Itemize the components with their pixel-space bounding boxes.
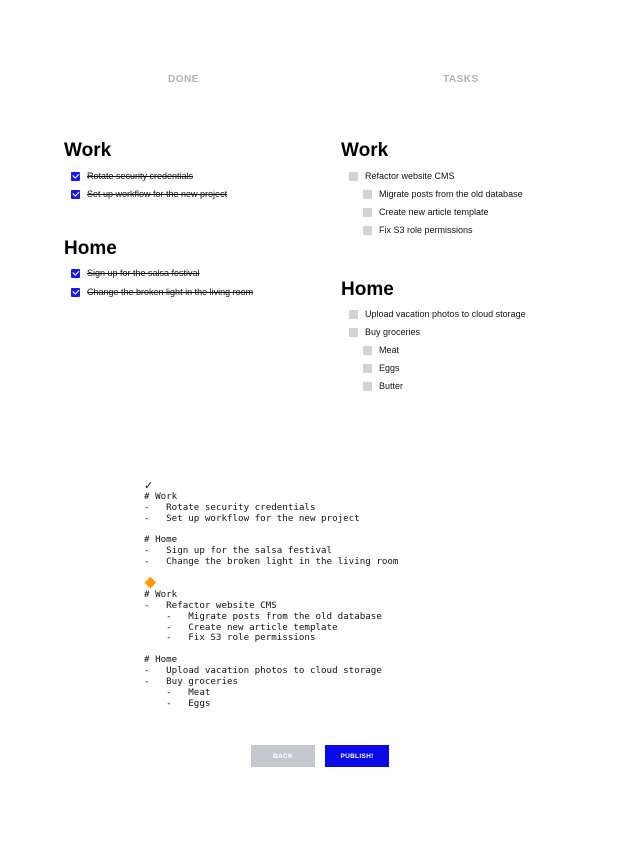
markdown-line: - Sign up for the salsa festival xyxy=(144,545,333,557)
task-item-label: Eggs xyxy=(379,363,400,373)
markdown-line: - Meat xyxy=(144,686,211,698)
markdown-line: - Eggs xyxy=(144,697,211,709)
task-item-label: Create new article template xyxy=(379,207,489,217)
tasks-column-header: TASKS xyxy=(443,74,479,85)
task-item-label: Migrate posts from the old database xyxy=(379,189,523,199)
markdown-line: - Buy groceries xyxy=(144,676,239,688)
done-item-label: Sign up for the salsa festival xyxy=(87,268,200,278)
markdown-preview xyxy=(144,481,398,710)
markdown-line: - Rotate security credentials xyxy=(144,501,316,513)
task-subitem[interactable] xyxy=(363,381,403,391)
markdown-line xyxy=(144,568,398,579)
markdown-line: # Work xyxy=(144,588,178,600)
unchecked-checkbox-icon[interactable] xyxy=(363,208,372,217)
done-item-label: Set up workflow for the new project xyxy=(87,189,228,199)
markdown-line: - Upload vacation photos to cloud storage xyxy=(144,665,382,677)
markdown-line: - Change the broken light in the living room xyxy=(144,556,399,568)
unchecked-checkbox-icon[interactable] xyxy=(363,226,372,235)
task-item-label: Buy groceries xyxy=(365,327,421,337)
task-item[interactable] xyxy=(349,309,526,319)
task-item-label: Refactor website CMS xyxy=(365,171,455,181)
markdown-line: # Work xyxy=(144,490,178,502)
unchecked-checkbox-icon[interactable] xyxy=(349,328,358,337)
task-subitem[interactable] xyxy=(363,207,489,217)
unchecked-checkbox-icon[interactable] xyxy=(363,190,372,199)
done-item-label: Rotate security credentials xyxy=(87,171,194,181)
done-home-title: Home xyxy=(64,238,117,259)
checked-checkbox-icon[interactable] xyxy=(71,288,80,297)
task-item[interactable] xyxy=(349,327,420,337)
checked-checkbox-icon[interactable] xyxy=(71,172,80,181)
orange-diamond-icon: 🔶 xyxy=(144,578,157,590)
markdown-line xyxy=(144,525,398,536)
task-item-label: Meat xyxy=(379,345,400,355)
tasks-work-title: Work xyxy=(341,140,389,161)
checked-checkbox-icon[interactable] xyxy=(71,269,80,278)
unchecked-checkbox-icon[interactable] xyxy=(363,364,372,373)
unchecked-checkbox-icon[interactable] xyxy=(349,310,358,319)
markdown-line: - Set up workflow for the new project xyxy=(144,512,360,524)
markdown-line: # Home xyxy=(144,534,178,546)
tasks-home-title: Home xyxy=(341,279,394,300)
unchecked-checkbox-icon[interactable] xyxy=(363,346,372,355)
publish-button[interactable]: PUBLISH! xyxy=(325,745,389,767)
done-work-title: Work xyxy=(64,140,112,161)
task-item-label: Fix S3 role permissions xyxy=(379,225,473,235)
unchecked-checkbox-icon[interactable] xyxy=(349,172,358,181)
markdown-line: - Create new article template xyxy=(144,621,338,633)
done-item-label: Change the broken light in the living room xyxy=(87,287,254,297)
done-item[interactable] xyxy=(71,268,200,278)
markdown-line: - Migrate posts from the old database xyxy=(144,610,382,622)
task-item[interactable] xyxy=(349,171,455,181)
checked-checkbox-icon[interactable] xyxy=(71,190,80,199)
markdown-line: - Refactor website CMS xyxy=(144,599,277,611)
markdown-line: # Home xyxy=(144,654,178,666)
task-subitem[interactable] xyxy=(363,363,400,373)
task-item-label: Butter xyxy=(379,381,404,391)
done-column-header: DONE xyxy=(168,74,199,85)
unchecked-checkbox-icon[interactable] xyxy=(363,382,372,391)
task-subitem[interactable] xyxy=(363,225,473,235)
done-item[interactable] xyxy=(71,287,253,297)
task-subitem[interactable] xyxy=(363,189,523,199)
done-item[interactable] xyxy=(71,189,227,199)
check-mark-icon: ✓ xyxy=(144,479,154,492)
back-button[interactable]: BACK xyxy=(251,745,315,767)
markdown-line: - Fix S3 role permissions xyxy=(144,632,316,644)
task-subitem[interactable] xyxy=(363,345,399,355)
task-item-label: Upload vacation photos to cloud storage xyxy=(365,309,526,319)
markdown-line xyxy=(144,644,398,655)
done-item[interactable] xyxy=(71,171,193,181)
